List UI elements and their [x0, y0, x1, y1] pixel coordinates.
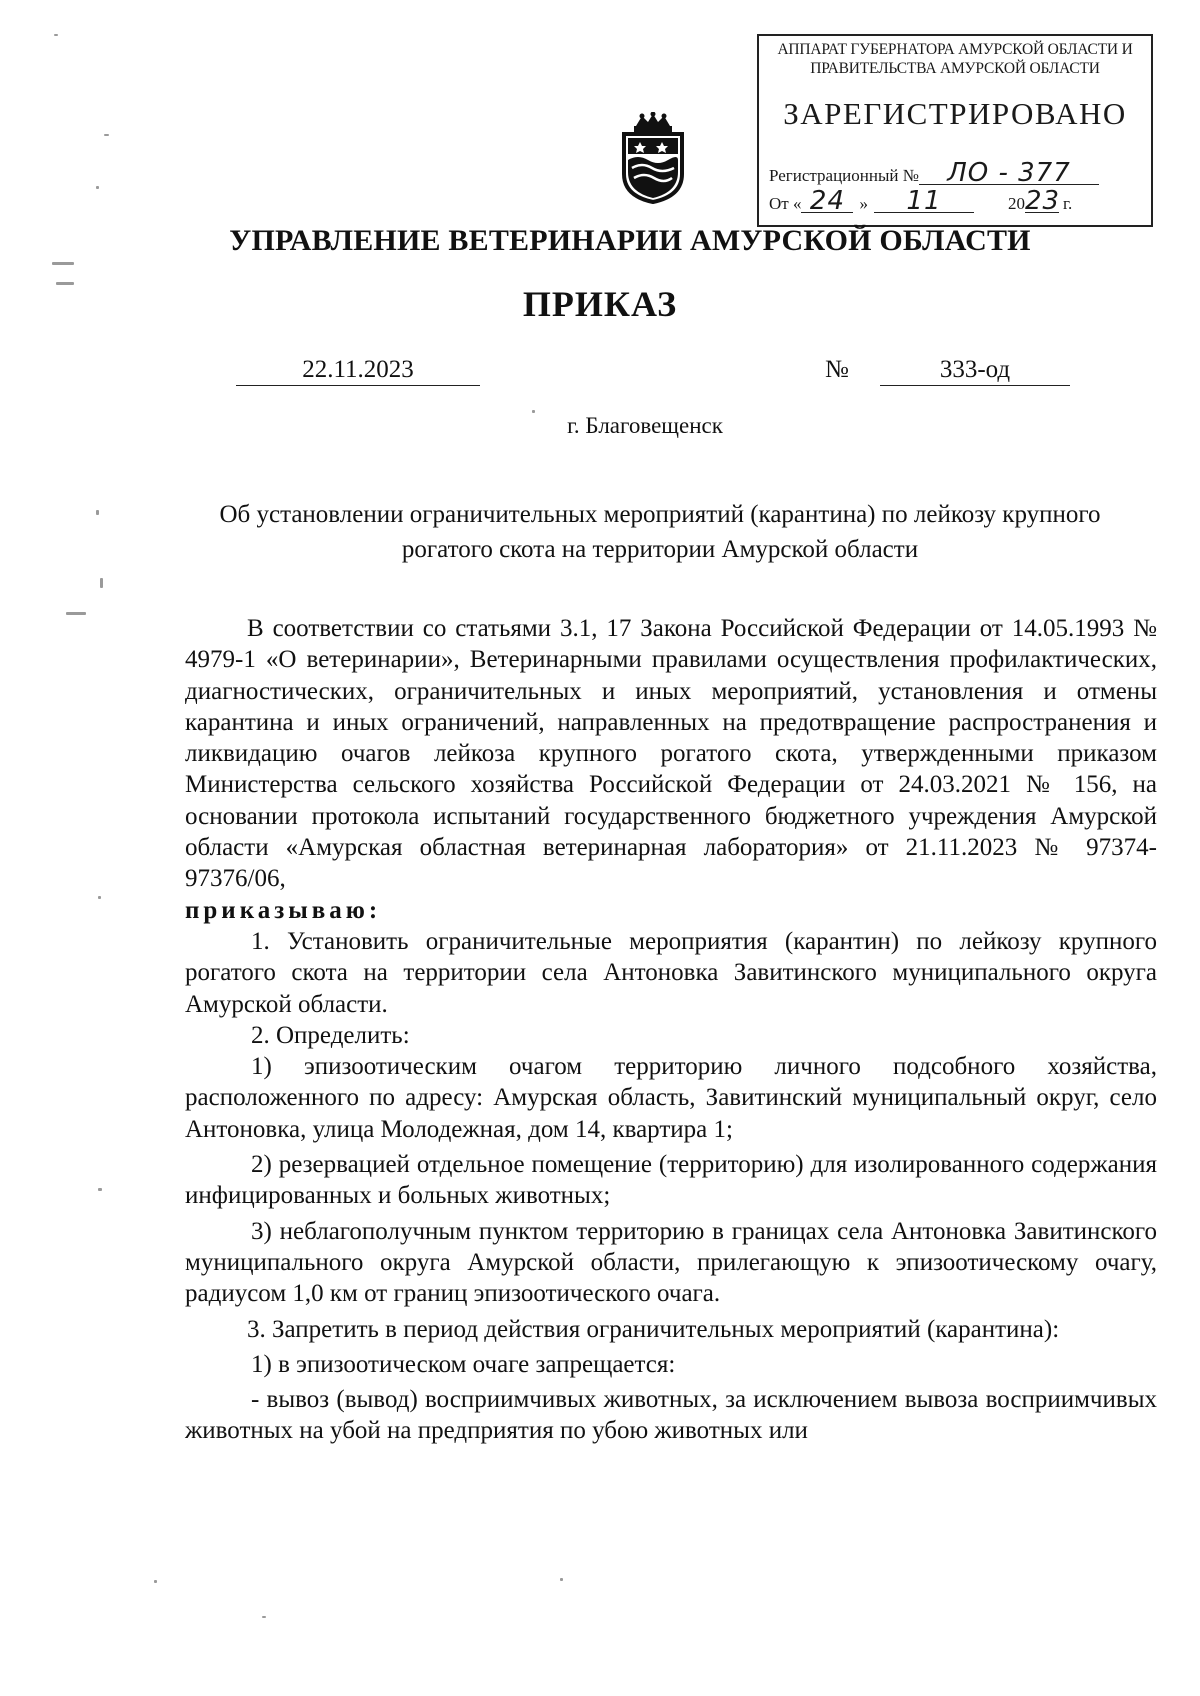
order-word-paragraph — [185, 895, 1157, 926]
stamp-date-year-prefix: 20 — [1007, 194, 1025, 213]
stamp-date-mid: » — [859, 194, 868, 213]
stamp-date-line — [769, 186, 1073, 216]
scan-speck — [532, 410, 535, 413]
stamp-date-day: 24 — [801, 190, 853, 213]
registration-stamp — [757, 34, 1153, 227]
order-item: 3. Запретить в период действия ограничительных мероприятий (карантина): — [247, 1315, 1060, 1343]
preamble-paragraph: В соответствии со статьями 3.1, 17 Закона Российской Федерации от 14.05.1993 № 4979-1 «О ветеринарии», Ветеринарными правилами осуществления профилактических, диагностических, ограничительных и иных мероприятий, установления и отмены карантина и иных ограничений, направленных на предотвращение распространения и ликвидацию очагов лейкоза крупного рогатого скота, утвержденными приказом Министерства сельского хозяйства Российской Федерации от 24.03.2021 № 156, на основании протокола испытаний государственного бюджетного учреждения Амурской области «Амурская областная ветеринарная лаборатория» от 21.11.2023 № 97374-97376/06, — [185, 615, 1157, 893]
order-subject: Об установлении ограничительных мероприятий (карантина) по лейкозу крупного рогатого скота на территории Амурской области — [219, 501, 1101, 563]
scan-speck — [154, 1580, 157, 1583]
scan-speck — [96, 186, 99, 189]
order-item: 1. Установить ограничительные мероприятия (карантин) по лейкозу крупного рогатого скота на территории села Антоновка Завитинского муниципального округа Амурской области. — [185, 927, 1157, 1018]
document-type: ПРИКАЗ — [522, 284, 678, 324]
order-item: 2) резервацией отдельное помещение (территорию) для изолированного содержания инфицированных и больных животных; — [185, 1151, 1157, 1210]
order-number-sign: № — [825, 356, 849, 383]
order-item: 3) неблагополучным пунктом территорию в границах села Антоновка Завитинского муниципального округа Амурской области, прилегающую к эпизоотическому очагу, радиусом 1,0 км от границ эпизоотического очага. — [185, 1217, 1157, 1308]
order-word: приказываю: — [185, 896, 382, 924]
stamp-reg-number-label: Регистрационный № — [769, 166, 919, 185]
stamp-status: ЗАРЕГИСТРИРОВАНО — [783, 96, 1127, 131]
stamp-organization: АППАРАТ ГУБЕРНАТОРА АМУРСКОЙ ОБЛАСТИ И ПРАВИТЕЛЬСТВА АМУРСКОЙ ОБЛАСТИ — [777, 41, 1133, 77]
stamp-reg-number-value: ЛО - 377 — [919, 162, 1099, 185]
scan-speck — [560, 1578, 563, 1581]
stamp-date-prefix: От « — [769, 194, 802, 213]
scan-speck — [98, 1188, 102, 1191]
scan-speck — [56, 282, 74, 285]
scan-speck — [66, 612, 86, 615]
scan-speck — [98, 896, 101, 899]
order-item: 1) эпизоотическим очагом территорию личного подсобного хозяйства, расположенного по адресу: Амурская область, Завитинский муниципальный округ, село Антоновка, улица Молодежная, дом 14, квартира 1; — [185, 1053, 1157, 1143]
scan-speck — [262, 1616, 266, 1618]
order-item: - вывоз (вывод) восприимчивых животных, за исключением вывоза восприимчивых животных на убой на предприятия по убою животных или — [185, 1386, 1157, 1445]
order-item: 1) в эпизоотическом очаге запрещается: — [251, 1350, 676, 1378]
scan-speck — [52, 262, 74, 265]
stamp-reg-number-line — [769, 158, 1099, 188]
stamp-date-year-end: г. — [1062, 194, 1073, 213]
issuing-organization: УПРАВЛЕНИЕ ВЕТЕРИНАРИИ АМУРСКОЙ ОБЛАСТИ — [229, 224, 1031, 257]
scan-speck — [54, 34, 58, 36]
order-number: 333-од — [880, 355, 1070, 386]
scan-speck — [96, 510, 99, 515]
order-body — [185, 613, 1157, 1447]
scan-speck — [104, 134, 109, 136]
stamp-date-year-suffix: 23 — [1024, 186, 1061, 216]
issuing-city: г. Благовещенск — [567, 413, 723, 438]
order-item: 2. Определить: — [251, 1021, 410, 1049]
order-date: 22.11.2023 — [236, 355, 480, 386]
coat-of-arms-emblem — [618, 112, 688, 204]
stamp-date-month: 11 — [874, 190, 974, 213]
scan-speck — [100, 578, 103, 588]
